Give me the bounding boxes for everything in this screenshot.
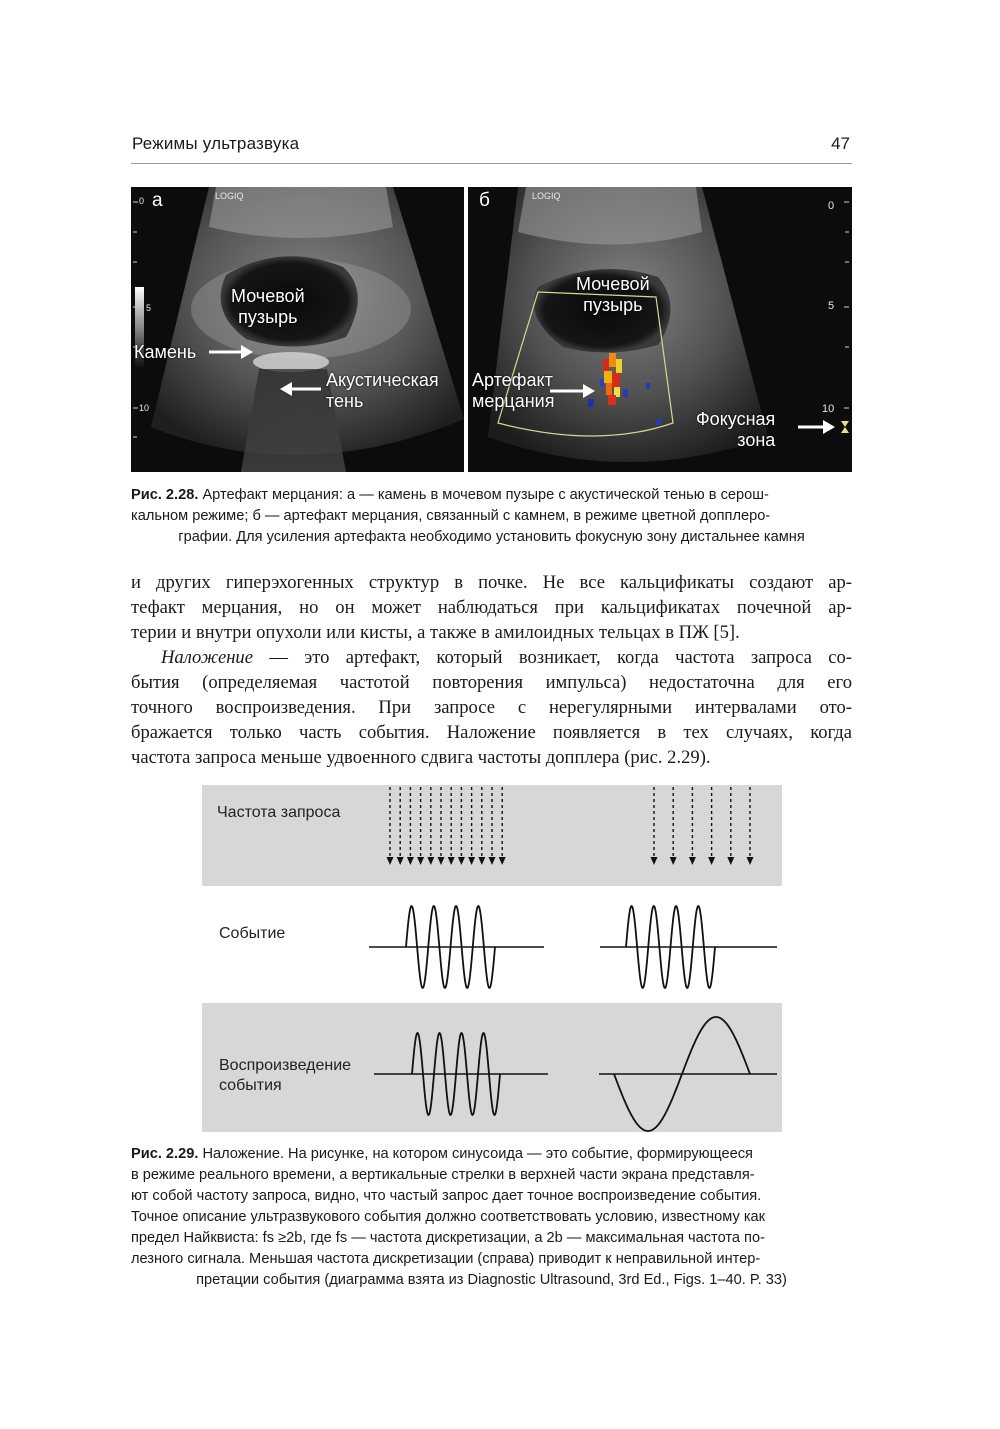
figure-caption-2-29 [131, 1144, 852, 1291]
sampling-arrow-dense-head [448, 857, 455, 865]
label-stone: Камень [134, 342, 197, 362]
depth-tick-10-b: 10 [822, 403, 835, 415]
sampling-arrow-dense-head [407, 857, 414, 865]
body-line: Наложение — это артефакт, который возникает, когда частота запроса со- [161, 647, 852, 668]
label-reproduction: Воспроизведение события [219, 1057, 352, 1094]
sampling-arrow-dense-head [427, 857, 434, 865]
sampling-arrow-dense-head [387, 857, 394, 865]
depth-tick-5-b: 5 [828, 300, 835, 312]
caption-number: Рис. 2.29. [131, 1146, 199, 1162]
label-bladder-b: Мочевой пузырь [576, 274, 650, 315]
depth-tick-0-a: 0 [139, 196, 145, 206]
sampling-arrow-dense-head [499, 857, 506, 865]
caption-line: претации события (диаграмма взята из Diagnostic Ultrasound, 3rd Ed., Figs. 1–40. P. 33) [196, 1272, 787, 1288]
ultrasound-image-a [131, 187, 464, 472]
page-number: 47 [831, 134, 850, 153]
body-line: терии и внутри опухоли или кисты, а также в амилоидных тельцах в ПЖ [5]. [131, 622, 740, 643]
label-twinkling-artifact: Артефакт мерцания [472, 370, 555, 411]
caption-line: Рис. 2.29. Наложение. На рисунке, на котором синусоида — это событие, формирующееся [131, 1146, 753, 1162]
caption-line: графии. Для усиления артефакта необходимо установить фокусную зону дистальнее камня [178, 529, 805, 545]
caption-line: в режиме реального времени, а вертикальные стрелки в верхней части экрана представля- [131, 1167, 755, 1183]
sampling-arrow-dense-head [458, 857, 465, 865]
ultrasound-panel-b [468, 187, 852, 472]
ultrasound-image-b [468, 187, 852, 472]
sampling-arrow-sparse-head [727, 857, 734, 865]
body-line: бражается только часть события. Наложение появляется в тех случаях, когда [131, 722, 852, 743]
sampling-arrow-sparse-head [747, 857, 754, 865]
device-logo-a: LOGIQ [215, 191, 244, 201]
body-line: точного воспроизведения. При запросе с нерегулярными интервалами ото- [131, 697, 852, 718]
body-line: и других гиперэхогенных структур в почке. Не все кальцификаты создают ар- [131, 572, 852, 593]
sampling-arrow-dense-head [438, 857, 445, 865]
sampling-arrow-dense-head [478, 857, 485, 865]
sampling-arrow-sparse-head [689, 857, 696, 865]
depth-tick-0-b: 0 [828, 200, 835, 212]
sampling-arrow-dense-head [417, 857, 424, 865]
sampling-arrow-sparse-head [708, 857, 715, 865]
label-event: Событие [219, 925, 286, 942]
sampling-arrow-dense-head [397, 857, 404, 865]
running-title: Режимы ультразвука [132, 134, 300, 153]
caption-line: Рис. 2.28. Артефакт мерцания: а — камень в мочевом пузыре с акустической тенью в серош- [131, 487, 769, 503]
aliasing-diagram [202, 785, 782, 1132]
caption-line: Точное описание ультразвукового события должно соответствовать условию, известному как [131, 1209, 766, 1225]
sampling-arrow-dense-head [489, 857, 496, 865]
caption-line: ют собой частоту запроса, видно, что частый запрос дает точное воспроизведение события. [131, 1188, 762, 1204]
aliasing-drawing [202, 785, 782, 1132]
panel-letter-a: а [152, 190, 163, 211]
panel-letter-b: б [479, 190, 490, 211]
caption-line: предел Найквиста: fs ≥2b, где fs — частота дискретизации, а 2b — максимальная частота по- [131, 1230, 765, 1246]
sampling-arrow-sparse-head [670, 857, 677, 865]
sampling-arrow-sparse-head [651, 857, 658, 865]
caption-line: лезного сигнала. Меньшая частота дискретизации (справа) приводит к неправильной интер- [131, 1251, 761, 1267]
body-line: частота запроса меньше удвоенного сдвига частоты допплера (рис. 2.29). [131, 747, 711, 768]
label-sampling-rate: Частота запроса [217, 804, 341, 821]
label-bladder-a: Мочевой пузырь [231, 286, 305, 327]
body-line: бытия (определяемая частотой повторения импульса) недостаточна для его [131, 672, 852, 693]
label-shadow: Акустическая тень [326, 370, 439, 411]
header-rule [131, 163, 852, 164]
body-paragraph-1 [131, 570, 852, 645]
body-line: тефакт мерцания, но он может наблюдаться при кальцификатах почечной ар- [131, 597, 852, 618]
term-aliasing: Наложение [161, 647, 253, 668]
depth-tick-5-a: 5 [146, 303, 152, 313]
caption-number: Рис. 2.28. [131, 487, 199, 503]
sampling-arrow-dense-head [468, 857, 475, 865]
figure-caption-2-28 [131, 485, 852, 548]
body-paragraph-2 [131, 645, 852, 770]
device-logo-b: LOGIQ [532, 191, 561, 201]
depth-tick-10-a: 10 [139, 403, 150, 413]
caption-line: кальном режиме; б — артефакт мерцания, связанный с камнем, в режиме цветной допплеро- [131, 508, 771, 524]
ultrasound-panel-a [131, 187, 464, 472]
label-focal-zone: Фокусная зона [696, 409, 776, 450]
